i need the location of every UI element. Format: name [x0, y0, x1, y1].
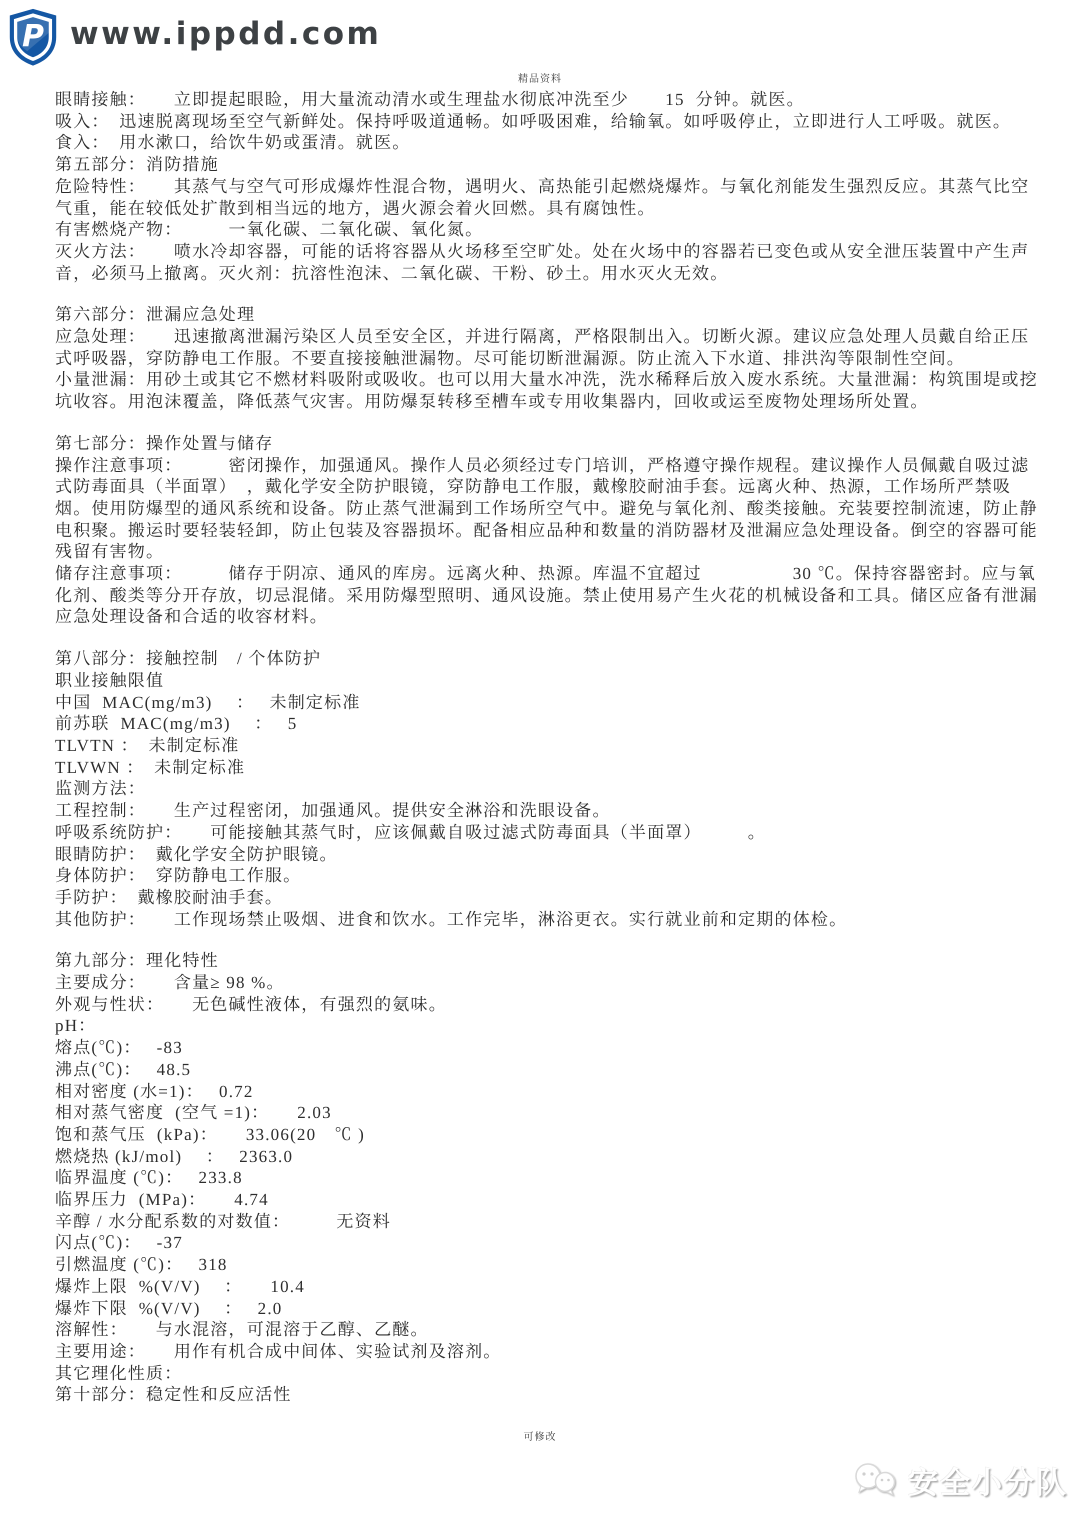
- document-paragraph: 相对蒸气密度 (空气 =1)： 2.03: [55, 1103, 332, 1123]
- document-paragraph: 主要成分： 含量≥ 98 %。: [55, 973, 285, 993]
- site-header: [8, 8, 381, 66]
- document-paragraph: 工程控制： 生产过程密闭，加强通风。提供安全淋浴和洗眼设备。: [55, 801, 611, 821]
- document-paragraph: 监测方法：: [55, 779, 146, 799]
- document-paragraph: 呼吸系统防护： 可能接触其蒸气时，应该佩戴自吸过滤式防毒面具（半面罩） 。: [55, 822, 766, 842]
- document-paragraph: 溶解性： 与水混溶，可混溶于乙醇、乙醚。: [55, 1320, 429, 1340]
- document-paragraph: 其他防护： 工作现场禁止吸烟、进食和饮水。工作完毕，淋浴更衣。实行就业前和定期的体检。: [55, 909, 848, 929]
- document-paragraph: 其它理化性质：: [55, 1363, 183, 1383]
- document-paragraph: 手防护： 戴橡胶耐油手套。: [55, 887, 284, 907]
- document-paragraph: 临界压力 (MPa)： 4.74: [55, 1190, 269, 1210]
- site-url-link[interactable]: www.ippdd.com: [70, 16, 382, 52]
- document-paragraph: 第五部分：消防措施: [55, 155, 219, 175]
- document-paragraph: 爆炸上限 %(V/V) ： 10.4: [55, 1276, 305, 1296]
- document-paragraph: 眼睛防护： 戴化学安全防护眼镜。: [55, 844, 338, 864]
- document-paragraph: 小量泄漏：用砂土或其它不燃材料吸附或吸收。也可以用大量水冲洗，洗水稀释后放入废水系统。大量泄漏：构筑围堤或挖坑收容。用泡沫覆盖，降低蒸气灾害。用防爆泵转移至槽车或专用收集器内，回收或运至废物处理场所处置。: [55, 370, 1038, 412]
- document-paragraph: 眼睛接触： 立即提起眼睑，用大量流动清水或生理盐水彻底冲洗至少 15 分钟。就医。: [55, 90, 805, 109]
- document-paragraph: 闪点(℃)： -37: [55, 1233, 183, 1253]
- doc-tag-bottom: 可修改: [523, 1432, 557, 1443]
- document-paragraph: 操作注意事项： 密闭操作，加强通风。操作人员必须经过专门培训，严格遵守操作规程。建议操作人员佩戴自吸过滤式防毒面具（半面罩） ，戴化学安全防护眼镜，穿防静电工作服，戴橡胶耐油手套。远离火种、热源，工作场所严禁吸烟。使用防爆型的通风系统和设备。防止蒸气泄漏到工作场所空气中。避免与氧化剂、酸类接触。充装要控制流速，防止静电积聚。搬运时要轻装轻卸，防止包装及容器损坏。配备相应品种和数量的消防器材及泄漏应急处理设备。倒空的容器可能残留有害物。: [55, 455, 1038, 562]
- document-paragraph: 辛醇 / 水分配系数的对数值： 无资料: [55, 1211, 391, 1231]
- document-paragraph: TLVTN ： 未制定标准: [55, 735, 240, 755]
- document-paragraph: 第六部分：泄漏应急处理: [55, 305, 256, 325]
- document-paragraph: 主要用途： 用作有机合成中间体、实验试剂及溶剂。: [55, 1341, 502, 1361]
- document-paragraph: 爆炸下限 %(V/V) ： 2.0: [55, 1298, 283, 1318]
- document-paragraph: 第九部分：理化特性: [55, 951, 219, 971]
- document-paragraph: 相对密度 (水=1)： 0.72: [55, 1081, 254, 1101]
- document-paragraph: 应急处理： 迅速撤离泄漏污染区人员至安全区，并进行隔离，严格限制出入。切断火源。建议应急处理人员戴自给正压式呼吸器，穿防静电工作服。不要直接接触泄漏物。尽可能切断泄漏源。防止流入下水道、排洪沟等限制性空间。: [55, 327, 1030, 368]
- document-paragraph: 第七部分：操作处置与储存: [55, 433, 274, 453]
- wechat-icon: [852, 1462, 900, 1498]
- document-paragraph: 饱和蒸气压 (kPa)： 33.06(20 ℃ ): [55, 1124, 366, 1144]
- document-paragraph: 食入： 用水漱口，给饮牛奶或蛋清。就医。: [55, 133, 411, 153]
- document-paragraph: 前苏联 MAC(mg/m3) ： 5: [55, 714, 298, 734]
- watermark-text: 安全小分队: [908, 1467, 1068, 1500]
- document-body: [55, 89, 1042, 1406]
- document-paragraph: 外观与性状： 无色碱性液体，有强烈的氨味。: [55, 994, 447, 1014]
- document-paragraph: 引燃温度 (℃)： 318: [55, 1255, 228, 1275]
- document-paragraph: 第八部分：接触控制 / 个体防护: [55, 649, 322, 669]
- doc-tag-top: 精品资料: [518, 74, 562, 85]
- document-paragraph: 吸入： 迅速脱离现场至空气新鲜处。保持呼吸道通畅。如呼吸困难，给输氧。如呼吸停止，立即进行人工呼吸。就医。: [55, 111, 1012, 131]
- document-paragraph: 中国 MAC(mg/m3) ： 未制定标准: [55, 692, 361, 712]
- document-paragraph: 职业接触限值: [55, 670, 165, 690]
- document-paragraph: 沸点(℃)： 48.5: [55, 1059, 192, 1079]
- document-paragraph: 灭火方法： 喷水冷却容器，可能的话将容器从火场移至空旷处。处在火场中的容器若已变色或从安全泄压装置中产生声音，必须马上撤离。灭火剂：抗溶性泡沫、二氧化碳、干粉、砂土。用水灭火无效。: [55, 241, 1030, 283]
- document-paragraph: 燃烧热 (kJ/mol) ： 2363.0: [55, 1146, 294, 1166]
- svg-text:P: P: [22, 19, 44, 55]
- document-paragraph: 临界温度 (℃)： 233.8: [55, 1168, 243, 1188]
- shield-logo-icon: [8, 8, 58, 66]
- document-paragraph: 身体防护： 穿防静电工作服。: [55, 866, 302, 886]
- document-paragraph: TLVWN ： 未制定标准: [55, 757, 246, 777]
- document-paragraph: 危险特性： 其蒸气与空气可形成爆炸性混合物，遇明火、高热能引起燃烧爆炸。与氧化剂能发生强烈反应。其蒸气比空气重，能在较低处扩散到相当远的地方，遇火源会着火回燃。具有腐蚀性。: [55, 176, 1030, 218]
- watermark: [852, 1458, 1068, 1502]
- document-paragraph: pH：: [55, 1016, 97, 1036]
- document-paragraph: 第十部分：稳定性和反应活性: [55, 1385, 292, 1405]
- document-paragraph: 有害燃烧产物： 一氧化碳、二氧化碳、氧化氮。: [55, 220, 484, 240]
- document-paragraph: 熔点(℃)： -83: [55, 1038, 183, 1058]
- document-paragraph: 储存注意事项： 储存于阴凉、通风的库房。远离火种、热源。库温不宜超过 30 ℃。保持容器密封。应与氧化剂、酸类等分开存放，切忌混储。采用防爆型照明、通风设施。禁止使用易产生火花的机械设备和工具。储区应备有泄漏应急处理设备和合适的收容材料。: [55, 564, 1038, 627]
